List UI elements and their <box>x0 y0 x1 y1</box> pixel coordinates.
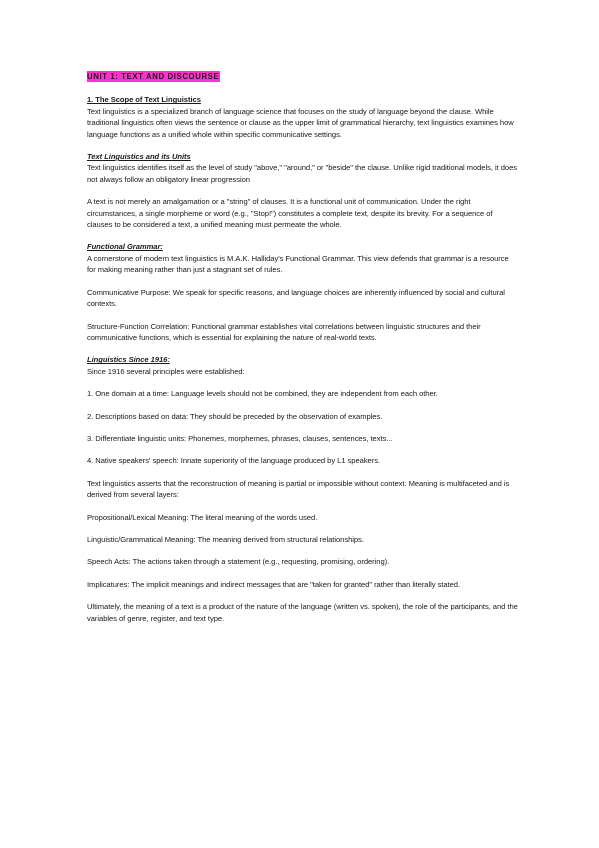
meaning-layer-item: Propositional/Lexical Meaning: The literal meaning of the words used. <box>87 512 318 522</box>
principle-item: 3. Differentiate linguistic units: Phonemes, morphemes, phrases, clauses, sentences, texts... <box>87 433 393 443</box>
paragraph: Ultimately, the meaning of a text is a product of the nature of the language (written vs. spoken), the role of the participants, and the variables of genre, register, and text type. <box>87 602 518 623</box>
principle-item: 1. One domain at a time: Language levels should not be combined, they are independent from each other. <box>87 389 438 399</box>
section-units <box>87 151 519 230</box>
section-linguistics-1916 <box>87 354 519 624</box>
meaning-layer-item: Linguistic/Grammatical Meaning: The meaning derived from structural relationships. <box>87 534 364 544</box>
paragraph: Structure-Function Correlation: Functional grammar establishes vital correlations between linguistic structures and their communicative functions, which is essential for explaining the nature of real-world texts. <box>87 321 481 342</box>
section-scope <box>87 94 519 140</box>
paragraph: A cornerstone of modern text linguistics is M.A.K. Halliday's Functional Grammar. This view defends that grammar is a resource for making meaning rather than just a stagnant set of rules. <box>87 253 509 275</box>
meaning-layer-item: Implicatures: The implicit meanings and indirect messages that are "taken for granted" rather than literally stated. <box>87 579 460 589</box>
title-wrap <box>87 71 519 82</box>
section-heading: Functional Grammar: <box>87 242 163 252</box>
principle-item: 4. Native speakers' speech: Innate superiority of the language produced by L1 speakers. <box>87 456 381 466</box>
meaning-layer-item: Speech Acts: The actions taken through a statement (e.g., requesting, promising, ordering). <box>87 557 390 567</box>
paragraph: Text linguistics asserts that the reconstruction of meaning is partial or impossible without context. Meaning is multifaceted and is derived from several layers: <box>87 478 510 500</box>
section-heading: 1. The Scope of Text Linguistics <box>87 95 201 105</box>
section-heading: Text Linguistics and its Units <box>87 152 191 162</box>
section-heading: Linguistics Since 1916: <box>87 355 170 365</box>
paragraph: Text linguistics identifies itself as the level of study "above," "around," or "beside" the clause. Unlike rigid traditional models, it does not always follow an obligatory linear progression <box>87 163 518 184</box>
paragraph: Communicative Purpose: We speak for specific reasons, and language choices are inherently influenced by social and cultural contexts. <box>87 287 505 309</box>
section-functional-grammar <box>87 241 519 343</box>
paragraph: Text linguistics is a specialized branch of language science that focuses on the study of language beyond the clause. While traditional linguistics often views the sentence or clause as the upper limit of grammatical hierarchy, text linguistics examines how language functions as a unified whole within specific communicative settings. <box>87 106 514 139</box>
document-title: UNIT 1: TEXT AND DISCOURSE <box>87 72 220 81</box>
principle-item: 2. Descriptions based on data: They should be preceded by the observation of examples. <box>87 411 383 421</box>
paragraph: Since 1916 several principles were established: <box>87 366 245 376</box>
paragraph: A text is not merely an amalgamation or a "string" of clauses. It is a functional unit of communication. Under the right circumstances, a single morpheme or word (e.g., "Stop!") constitutes a complete text, despite its brevity. For a sequence of clauses to be considered a text, a unified meaning must permeate the whole. <box>87 197 493 230</box>
